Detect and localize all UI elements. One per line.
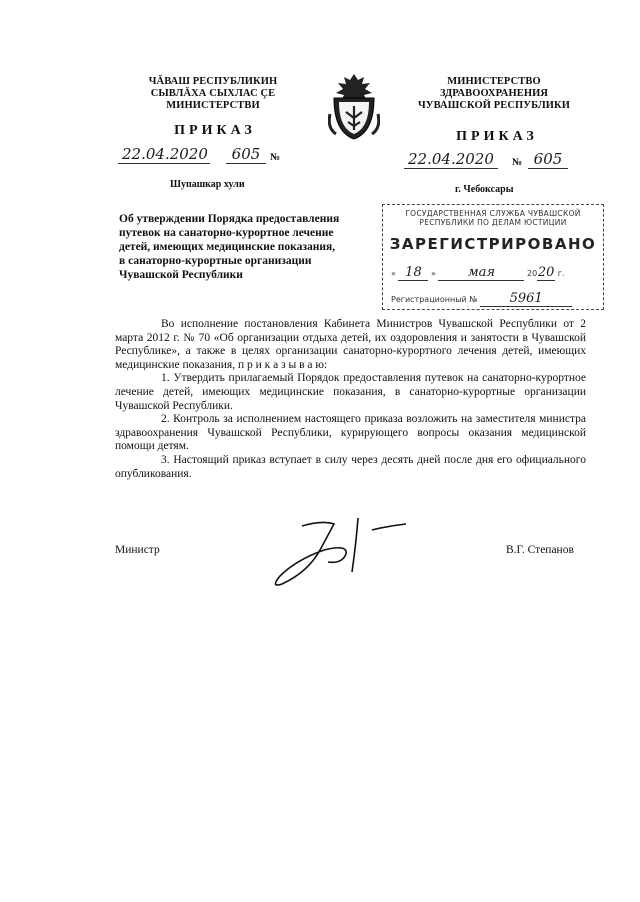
body-paragraph-2: 1. Утвердить прилагаемый Порядок предоставления путевок на санаторно-курортное лечение детей, имеющих медицинские показания, в санаторно-курортные организации Чувашской Республики. xyxy=(115,372,586,412)
document-body xyxy=(115,318,586,481)
stamp-reg-label: Регистрационный № xyxy=(391,295,478,304)
stamp-year-prefix: 20 xyxy=(527,269,538,278)
stamp-line-2: РЕСПУБЛИКИ ПО ДЕЛАМ ЮСТИЦИИ xyxy=(419,218,567,227)
stamp-reg-number: 5961 xyxy=(480,291,572,307)
handwritten-signature xyxy=(262,510,412,595)
right-header-line-1: МИНИСТЕРСТВО xyxy=(447,76,541,87)
prikaz-right: ПРИКАЗ xyxy=(456,129,538,144)
right-header-line-3: ЧУВАШСКОЙ РЕСПУБЛИКИ xyxy=(417,100,571,111)
number-sign-right: № xyxy=(512,157,523,168)
document-title xyxy=(119,212,379,282)
emblem-icon xyxy=(328,68,380,142)
stamp-line-1: ГОСУДАРСТВЕННАЯ СЛУЖБА ЧУВАШСКОЙ xyxy=(405,209,581,218)
date-right: 22.04.2020 xyxy=(404,150,498,169)
title-line-2: путевок на санаторно-курортное лечение xyxy=(119,227,334,239)
stamp-quote-close: » xyxy=(431,269,436,278)
left-ministry-header xyxy=(128,76,298,112)
number-sign-left: № xyxy=(270,152,281,163)
number-right: 605 xyxy=(528,150,568,169)
city-left: Шупашкар хули xyxy=(170,179,245,190)
right-ministry-header xyxy=(410,76,578,112)
title-line-5: Чувашской Республики xyxy=(119,269,243,281)
number-left: 605 xyxy=(226,145,266,164)
left-header-line-2: СЫВЛĂХА СЫХЛАС ÇЕ xyxy=(150,88,276,99)
stamp-reg-row xyxy=(391,291,596,307)
stamp-day: 18 xyxy=(398,265,428,281)
stamp-month: мая xyxy=(438,265,524,281)
signatory-position: Министр xyxy=(115,544,160,556)
right-header-line-2: ЗДРАВООХРАНЕНИЯ xyxy=(439,88,549,99)
date-left: 22.04.2020 xyxy=(118,145,210,164)
title-line-3: детей, имеющих медицинские показания, xyxy=(119,241,336,253)
body-paragraph-3: 2. Контроль за исполнением настоящего приказа возложить на заместителя министра здравоохранения Чувашской Республики, курирующего вопросы оказания медицинской помощи детям. xyxy=(115,413,586,453)
signatory-name: В.Г. Степанов xyxy=(506,544,574,556)
stamp-date-row xyxy=(391,265,596,281)
stamp-registered: ЗАРЕГИСТРИРОВАНО xyxy=(389,235,597,253)
stamp-year-g: г. xyxy=(557,269,565,278)
registration-stamp xyxy=(382,204,604,310)
title-line-4: в санаторно-курортные организации xyxy=(119,255,312,267)
city-right: г. Чебоксары xyxy=(455,184,514,195)
left-header-line-1: ЧĂВАШ РЕСПУБЛИКИН xyxy=(148,76,278,87)
left-header-line-3: МИНИСТЕРСТВИ xyxy=(166,100,260,111)
prikaz-left: ПРИКАЗ xyxy=(174,123,256,138)
title-line-1: Об утверждении Порядка предоставления xyxy=(119,213,340,225)
stamp-quote-open: « xyxy=(391,269,396,278)
body-paragraph-1: Во исполнение постановления Кабинета Министров Чувашской Республики от 2 марта 2012 г. № 70 «Об организации отдыха детей, их оздоровления и занятости в Чувашской Республике», а также в целях организации санаторно-курортного лечения детей, имеющих медицинские показания, п р и к а з ы в а ю: xyxy=(115,318,586,371)
body-paragraph-4: 3. Настоящий приказ вступает в силу через десять дней после дня его официального опубликования. xyxy=(115,453,586,480)
stamp-year-suffix: 20 xyxy=(537,265,555,280)
